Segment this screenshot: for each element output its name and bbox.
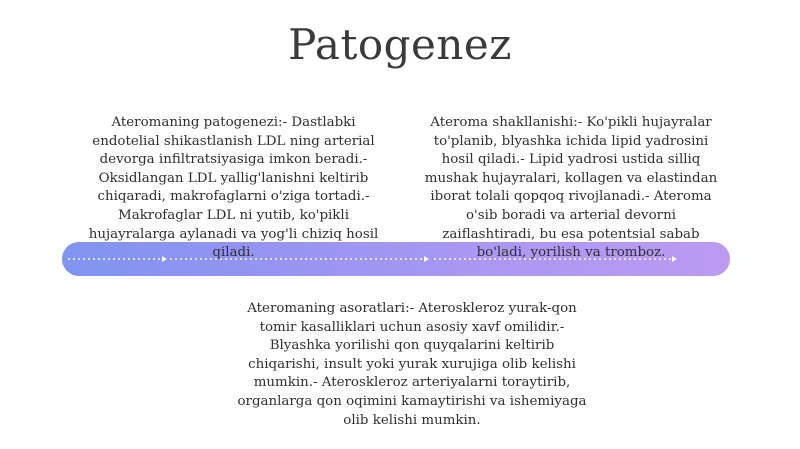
slide-title: Patogenez [288, 20, 512, 69]
pathogenesis-text: Ateromaning patogenezi:- Dastlabki endotelial shikastlanish LDL ning arterial devorga infiltratsiyasiga imkon beradi.- Oksidlangan LDL yallig'lanishni keltirib chiqaradi, makrofaglarni o'ziga tortadi.- Makrofaglar LDL ni yutib, ko'pikli hujayralarga aylanadi va yog'li chiziq hosil qiladi. [88, 115, 379, 261]
atheroma-formation-text: Ateroma shakllanishi:- Ko'pikli hujayralar to'planib, blyashka ichida lipid yadrosini hosil qiladi.- Lipid yadrosi ustida silliq mushak hujayralari, kollagen va elastindan iborat tolali qopqoq rivojlanadi.- Ateroma o'sib boradi va arterial devorni zaiflashtiradi, bu esa potentsial sabab bo'ladi, yorilish va tromboz. [424, 115, 718, 261]
complications-text: Ateromaning asoratlari:- Ateroskleroz yurak-qon tomir kasalliklari uchun asosiy xavf omilidir.- Blyashka yorilishi qon quyqalarini keltirib chiqarishi, insult yoki yurak xurujiga olib kelishi mumkin.- Ateroskleroz arteriyalarni toraytirib, organlarga qon oqimini kamaytirishi va ishemiyaga olib kelishi mumkin. [237, 301, 587, 428]
